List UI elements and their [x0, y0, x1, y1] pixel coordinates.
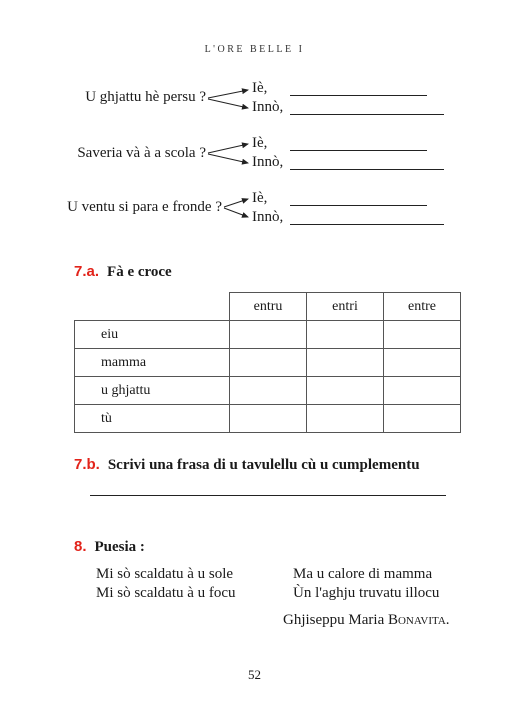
checkbox-cell[interactable] — [384, 321, 461, 349]
author-surname: Bonavita. — [387, 612, 450, 628]
column-header: entru — [230, 293, 307, 321]
exercise-8-title: Puesia : — [94, 539, 145, 555]
answer-no-3: Innò, — [252, 209, 284, 225]
row-label: tù — [75, 405, 230, 433]
arrow-pair-3 — [224, 199, 248, 217]
checkbox-cell[interactable] — [384, 349, 461, 377]
row-label: mamma — [75, 349, 230, 377]
checkbox-cell[interactable] — [230, 377, 307, 405]
checkbox-cell[interactable] — [384, 405, 461, 433]
checkbox-cell[interactable] — [230, 321, 307, 349]
question-3: U ventu si para e fronde ? — [67, 199, 222, 215]
row-label: eiu — [75, 321, 230, 349]
sentence-answer-line[interactable] — [90, 495, 446, 496]
checkbox-cell[interactable] — [230, 405, 307, 433]
answer-line-yes-1[interactable] — [290, 95, 427, 96]
exercise-7a-title: Fà e croce — [107, 264, 172, 280]
exercise-7a-table — [74, 292, 461, 433]
question-1: U ghjattu hè persu ? — [85, 89, 206, 105]
exercise-7b-title: Scrivi una frasa di u tavulellu cù u cumplementu — [107, 457, 420, 473]
table-row — [75, 321, 461, 349]
answer-yes-1: Iè, — [252, 80, 268, 96]
column-header: entri — [307, 293, 384, 321]
poem-author — [283, 612, 450, 629]
running-header: L'ORE BELLE I — [204, 44, 305, 55]
answer-yes-2: Iè, — [252, 135, 268, 151]
table-corner — [75, 293, 230, 321]
poem-line-left-1: Mi sò scaldatu à u sole — [96, 566, 234, 582]
answer-line-yes-2[interactable] — [290, 150, 427, 151]
checkbox-cell[interactable] — [384, 377, 461, 405]
page-number: 52 — [248, 667, 261, 682]
answer-line-no-1[interactable] — [290, 114, 444, 115]
exercise-8-heading — [74, 538, 145, 556]
exercise-8-number: 8. — [74, 538, 87, 555]
row-label: u ghjattu — [75, 377, 230, 405]
table-row — [75, 405, 461, 433]
table-row — [75, 349, 461, 377]
arrow-pair-1 — [208, 90, 248, 108]
answer-line-no-3[interactable] — [290, 224, 444, 225]
answer-line-no-2[interactable] — [290, 169, 444, 170]
poem-line-right-2: Ùn l'aghju truvatu illocu — [293, 585, 440, 601]
arrow-pair-2 — [208, 144, 248, 163]
checkbox-cell[interactable] — [307, 405, 384, 433]
answer-yes-3: Iè, — [252, 190, 268, 206]
exercise-7a-number: 7.a. — [74, 263, 100, 280]
question-2: Saveria và à a scola ? — [77, 145, 206, 161]
checkbox-cell[interactable] — [307, 377, 384, 405]
table-row — [75, 377, 461, 405]
poem-line-right-1: Ma u calore di mamma — [293, 566, 433, 582]
exercise-7b-heading — [74, 456, 420, 474]
answer-line-yes-3[interactable] — [290, 205, 427, 206]
checkbox-cell[interactable] — [307, 349, 384, 377]
column-header: entre — [384, 293, 461, 321]
answer-no-1: Innò, — [252, 99, 284, 115]
poem-line-left-2: Mi sò scaldatu à u focu — [96, 585, 236, 601]
checkbox-cell[interactable] — [230, 349, 307, 377]
checkbox-cell[interactable] — [307, 321, 384, 349]
answer-no-2: Innò, — [252, 154, 284, 170]
exercise-7b-number: 7.b. — [74, 456, 100, 473]
exercise-7a-heading — [74, 263, 172, 281]
author-first-names: Ghjiseppu Maria — [283, 612, 385, 628]
